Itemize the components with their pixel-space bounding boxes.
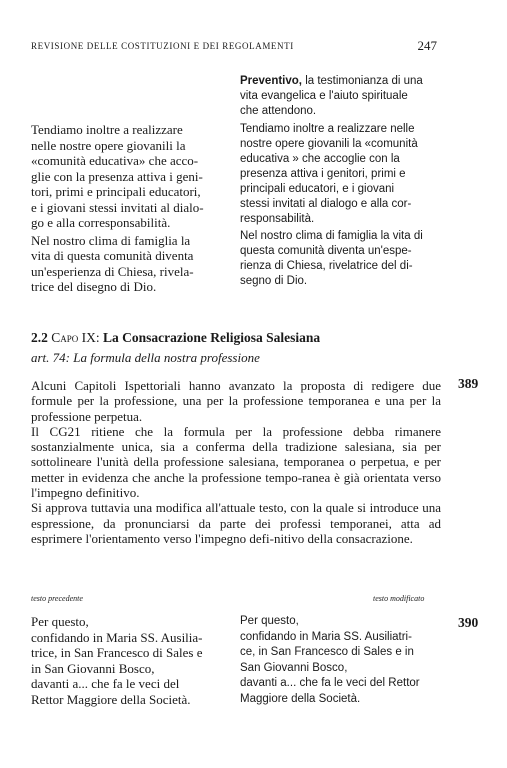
text-line: Tendiamo inoltre a realizzare bbox=[31, 122, 183, 137]
text-line: Tendiamo inoltre a realizzare nelle bbox=[240, 123, 415, 135]
text-line: principali educatori, e i giovani bbox=[240, 183, 395, 195]
text-line: davanti a... che fa le veci del Rettor bbox=[240, 677, 420, 689]
text-line: Per questo, bbox=[31, 614, 89, 629]
text-line: responsabilità. bbox=[240, 213, 315, 225]
left-column bbox=[31, 122, 225, 295]
running-head bbox=[31, 38, 437, 56]
text-line: rienza di Chiesa, rivelatrice del di- bbox=[240, 260, 413, 272]
text-line: go e alla corresponsabilità. bbox=[31, 215, 171, 230]
article-line bbox=[31, 350, 471, 366]
body-paragraph: Si approva tuttavia una modifica all'attuale testo, con la quale si introduce una espressione, da pronunciarsi da parte dei professi temporanei, atta ad esprimere l'orientamento verso l'impegno defi-nitivo della consacrazione. bbox=[31, 500, 441, 546]
text-line: trice, in San Francesco di Sales e bbox=[31, 645, 203, 660]
text-line: Per questo, bbox=[240, 615, 299, 627]
text-line bbox=[240, 74, 446, 89]
previous-text-column bbox=[31, 614, 228, 707]
text-line: Nel nostro clima di famiglia la vita di bbox=[240, 230, 423, 242]
text-fragment: la testimonianza di una bbox=[302, 75, 423, 87]
preventivo-word: Preventivo, bbox=[240, 75, 302, 87]
text-line: Maggiore della Società. bbox=[240, 692, 361, 705]
text-line: vita evangelica e l'aiuto spirituale bbox=[240, 90, 408, 102]
text-line: nostre opere giovanili la «comunità bbox=[240, 138, 418, 150]
body-paragraph: Alcuni Capitoli Ispettoriali hanno avanzato la proposta di redigere due formule per la professione, una per la professione temporanea e una per la professione perpetua. bbox=[31, 378, 441, 424]
text-line: in San Giovanni Bosco, bbox=[31, 660, 155, 676]
text-line: confidando in Maria SS. Ausilia- bbox=[31, 629, 203, 645]
text-line: Rettor Maggiore della Società. bbox=[31, 691, 191, 707]
page-number: 247 bbox=[417, 38, 437, 53]
text-line: questa comunità diventa un'espe- bbox=[240, 245, 412, 257]
text-line: che attendono. bbox=[240, 105, 317, 117]
body-paragraph: Il CG21 ritiene che la formula per la professione debba rimanere sostanzialmente unica, sia a conferma della tradizione salesiana, sia per sottolineare l'unità della professione salesiana, temporanea o perpetua, e per metter in evidenza che anche la professione tempo-ranea è già orientata verso l'impegno definitivo. bbox=[31, 423, 441, 501]
text-line: trice del disegno di Dio. bbox=[31, 279, 157, 294]
body-text bbox=[31, 378, 441, 546]
text-line: davanti a... che fa le veci del bbox=[31, 676, 180, 691]
label-modified-text: testo modificato bbox=[373, 594, 425, 603]
section-capo: Capo IX: bbox=[51, 330, 100, 345]
section-number: 2.2 bbox=[31, 330, 48, 345]
text-line: confidando in Maria SS. Ausiliatri- bbox=[240, 630, 412, 643]
section-heading bbox=[31, 330, 471, 346]
text-line: segno di Dio. bbox=[240, 275, 308, 287]
text-line: tori, primi e principali educatori, bbox=[31, 184, 201, 199]
text-line: educativa » che accoglie con la bbox=[240, 153, 400, 165]
text-line: ce, in San Francesco di Sales e in bbox=[240, 646, 414, 658]
text-line: un'esperienza di Chiesa, rivela- bbox=[31, 263, 194, 279]
text-line: San Giovanni Bosco, bbox=[240, 661, 348, 674]
text-line: vita di questa comunità diventa bbox=[31, 248, 194, 263]
modified-text-column bbox=[240, 614, 446, 707]
right-column bbox=[240, 74, 446, 289]
text-line: e i giovani stessi invitati al dialo- bbox=[31, 199, 204, 215]
label-previous-text: testo precedente bbox=[31, 594, 83, 603]
section-title: La Consacrazione Religiosa Salesiana bbox=[103, 330, 321, 345]
text-line: presenza attiva i genitori, primi e bbox=[240, 168, 406, 180]
margin-number: 389 bbox=[458, 376, 479, 391]
margin-number: 390 bbox=[458, 615, 479, 630]
text-line: «comunità educativa» che acco- bbox=[31, 153, 199, 168]
text-line: stessi invitati al dialogo e alla cor- bbox=[240, 198, 412, 210]
text-line: nelle nostre opere giovanili la bbox=[31, 137, 186, 153]
article-title: La formula della nostra professione bbox=[73, 350, 260, 365]
text-line: glie con la presenza attiva i geni- bbox=[31, 168, 203, 184]
running-title: REVISIONE DELLE COSTITUZIONI E DEI REGOLAMENTI bbox=[31, 41, 294, 51]
text-line: Nel nostro clima di famiglia la bbox=[31, 232, 191, 248]
article-label: art. 74: bbox=[31, 350, 70, 365]
